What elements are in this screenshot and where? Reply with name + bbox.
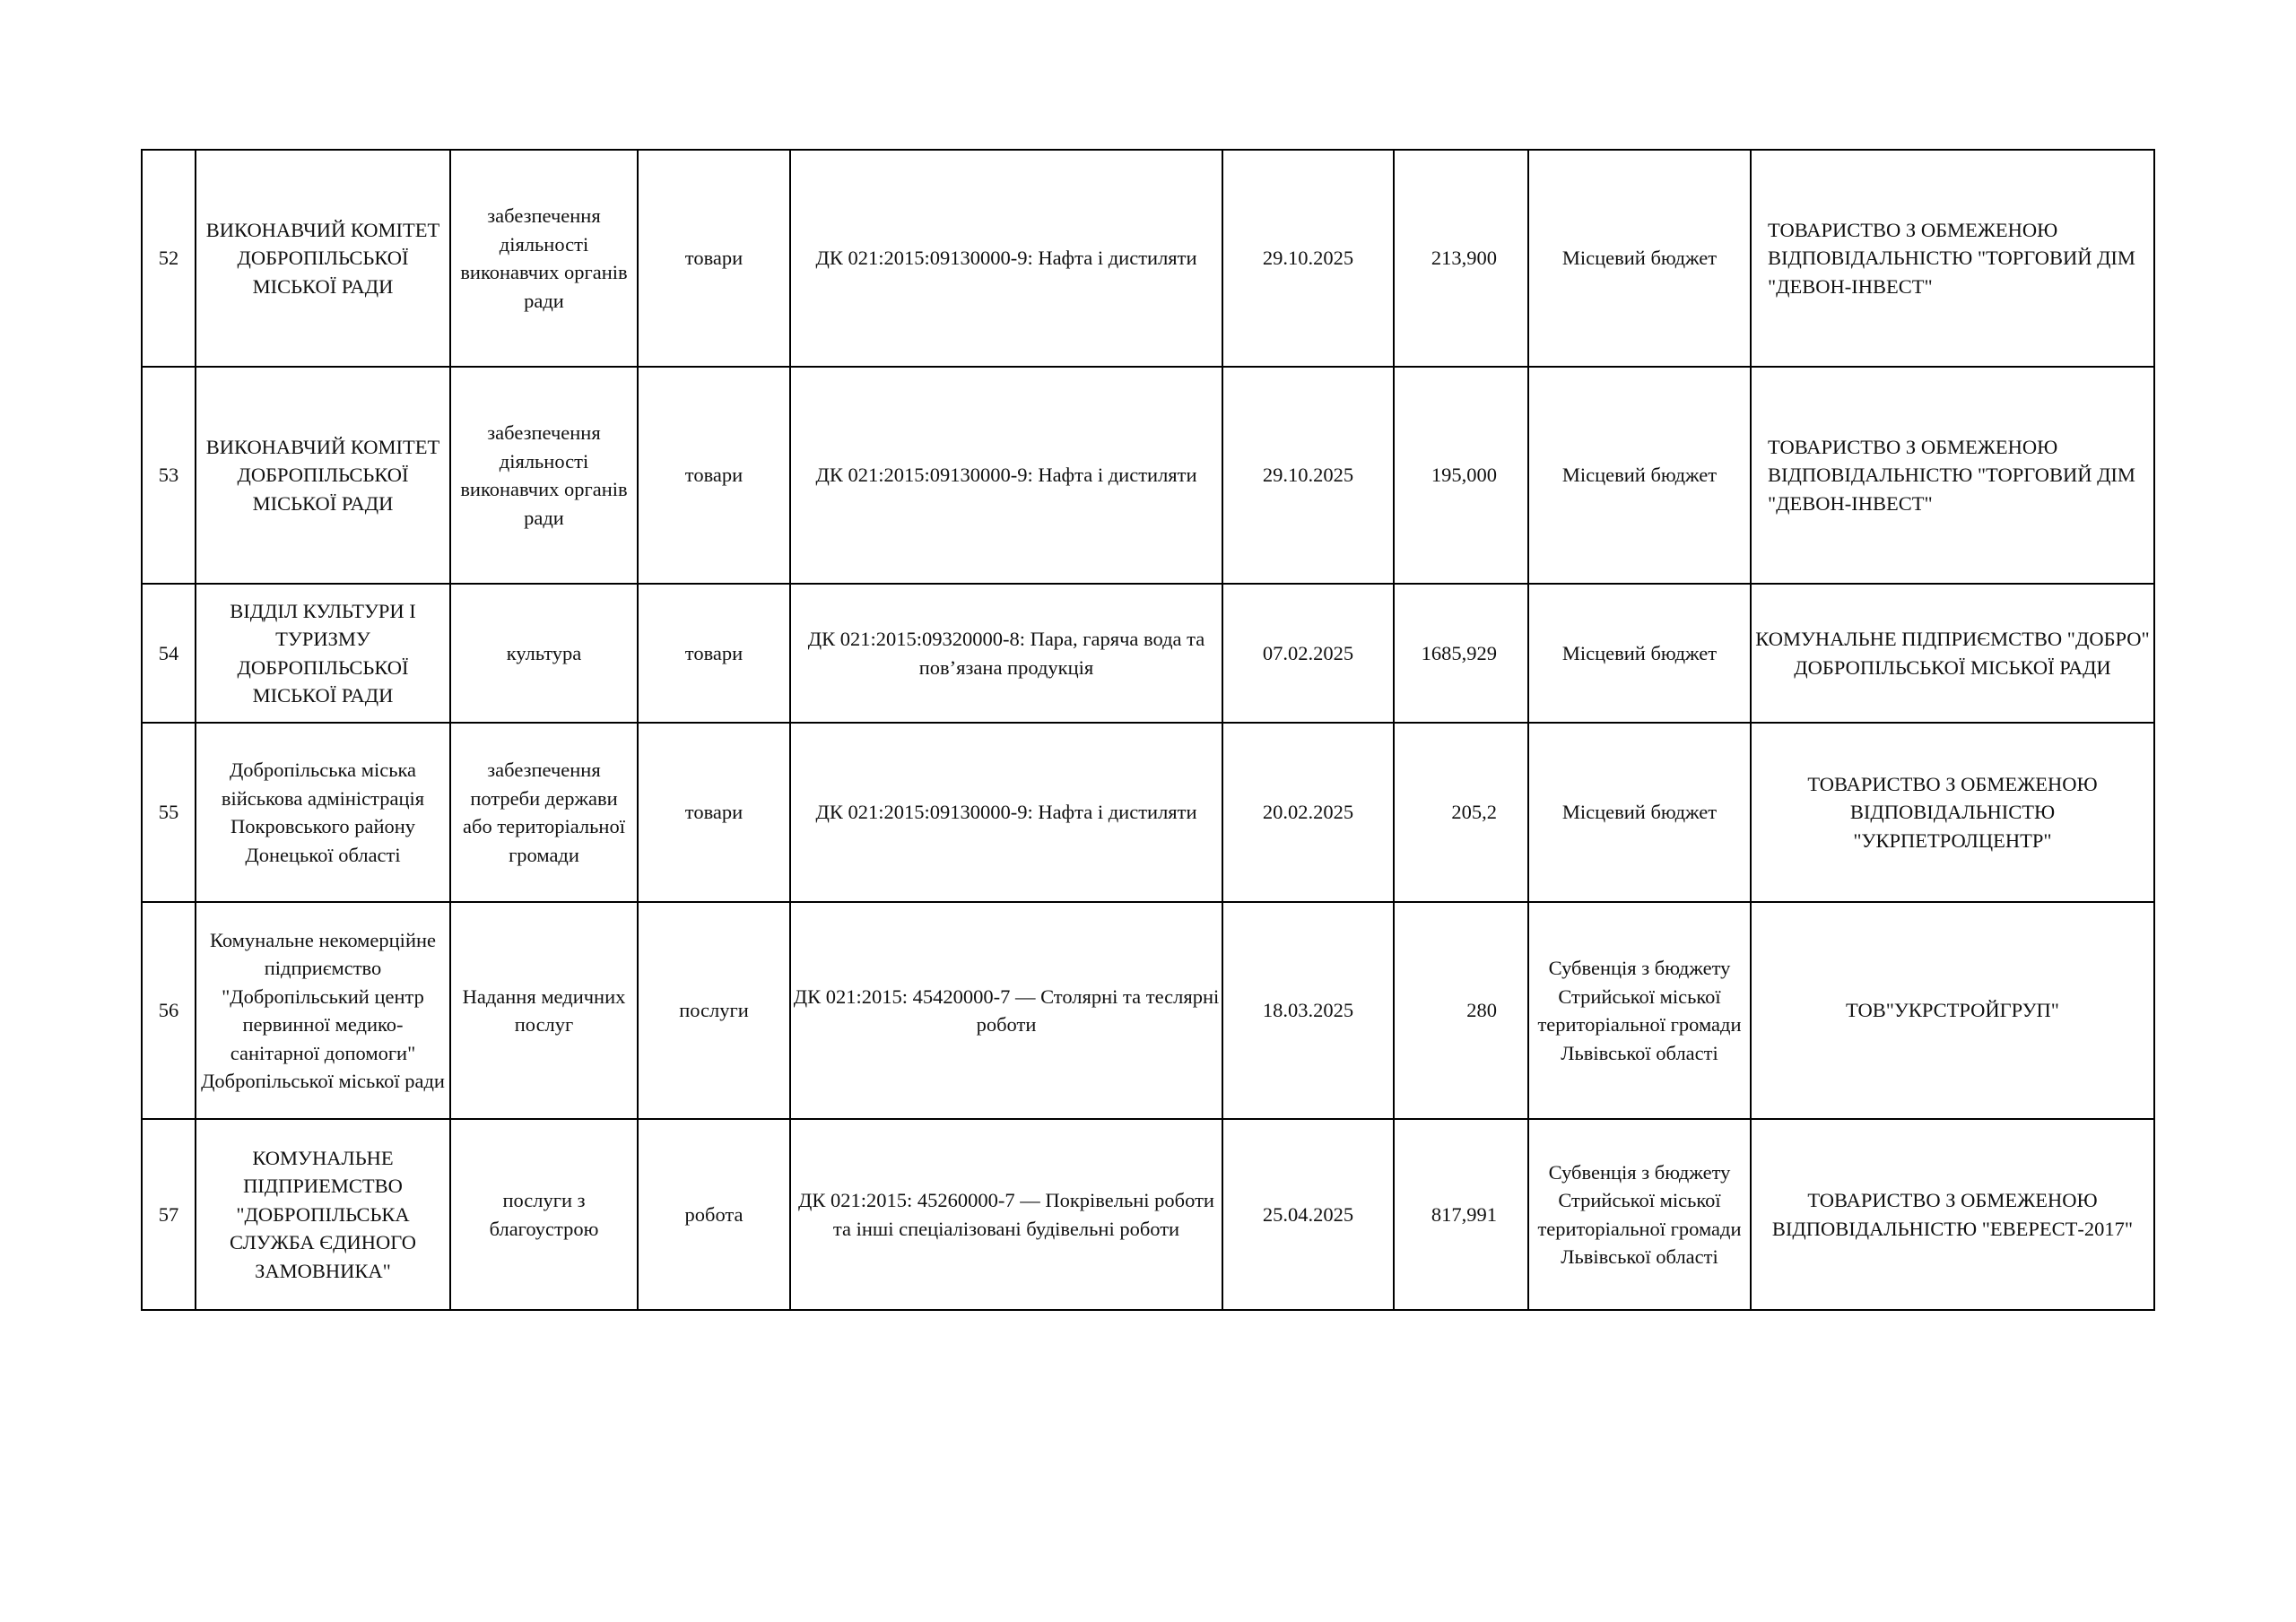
row-number: 56	[142, 902, 196, 1119]
procurement-type: товари	[638, 723, 790, 902]
table-row	[142, 902, 2154, 1119]
procurement-purpose: забезпечення діяльності виконавчих органів ради	[450, 150, 638, 367]
row-number: 52	[142, 150, 196, 367]
procurement-purpose: культура	[450, 584, 638, 723]
supplier-name: ТОВАРИСТВО З ОБМЕЖЕНОЮ ВІДПОВІДАЛЬНІСТЮ "ТОРГОВИЙ ДІМ "ДЕВОН-ІНВЕСТ"	[1751, 150, 2154, 367]
table-row	[142, 584, 2154, 723]
table-row	[142, 1119, 2154, 1310]
contract-date: 18.03.2025	[1222, 902, 1394, 1119]
procurement-purpose: Надання медичних послуг	[450, 902, 638, 1119]
cpv-code: ДК 021:2015:09130000-9: Нафта і дистиляти	[790, 723, 1222, 902]
supplier-name: ТОВАРИСТВО З ОБМЕЖЕНОЮ ВІДПОВІДАЛЬНІСТЮ "ЕВЕРЕСТ-2017"	[1751, 1119, 2154, 1310]
supplier-name: ТОВ"УКРСТРОЙГРУП"	[1751, 902, 2154, 1119]
funding-source: Місцевий бюджет	[1528, 723, 1751, 902]
contract-date: 25.04.2025	[1222, 1119, 1394, 1310]
funding-source: Місцевий бюджет	[1528, 584, 1751, 723]
contract-date: 29.10.2025	[1222, 150, 1394, 367]
funding-source: Субвенція з бюджету Стрийської міської територіальної громади Львівської області	[1528, 902, 1751, 1119]
row-number: 53	[142, 367, 196, 584]
table-row	[142, 150, 2154, 367]
customer-name-text: Комунальне некомерційне підприємство "Добропільський центр первинної медико-санітарної допомоги" Добропільської міської ради	[201, 928, 445, 1092]
contract-amount: 205,2	[1394, 723, 1528, 902]
customer-name: ВІДДІЛ КУЛЬТУРИ І ТУРИЗМУ ДОБРОПІЛЬСЬКОЇ МІСЬКОЇ РАДИ	[196, 584, 450, 723]
procurement-type: товари	[638, 150, 790, 367]
row-number: 55	[142, 723, 196, 902]
procurement-type: послуги	[638, 902, 790, 1119]
supplier-name: ТОВАРИСТВО З ОБМЕЖЕНОЮ ВІДПОВІДАЛЬНІСТЮ "УКРПЕТРОЛЦЕНТР"	[1751, 723, 2154, 902]
procurement-purpose: послуги з благоустрою	[450, 1119, 638, 1310]
contract-amount: 195,000	[1394, 367, 1528, 584]
row-number: 57	[142, 1119, 196, 1310]
cpv-code: ДК 021:2015: 45260000-7 — Покрівельні роботи та інші спеціалізовані будівельні роботи	[790, 1119, 1222, 1310]
procurement-purpose: забезпечення діяльності виконавчих органів ради	[450, 367, 638, 584]
contract-amount: 280	[1394, 902, 1528, 1119]
document-page	[141, 149, 2155, 1311]
customer-name: Добропільська міська військова адміністрація Покровського району Донецької області	[196, 723, 450, 902]
contract-amount: 213,900	[1394, 150, 1528, 367]
cpv-code: ДК 021:2015: 45420000-7 — Столярні та теслярні роботи	[790, 902, 1222, 1119]
row-number: 54	[142, 584, 196, 723]
procurement-table	[141, 149, 2155, 1311]
procurement-type: товари	[638, 367, 790, 584]
contract-date: 20.02.2025	[1222, 723, 1394, 902]
customer-name: КОМУНАЛЬНЕ ПІДПРИЕМСТВО "ДОБРОПІЛЬСЬКА СЛУЖБА ЄДИНОГО ЗАМОВНИКА"	[196, 1119, 450, 1310]
procurement-type: робота	[638, 1119, 790, 1310]
table-row	[142, 367, 2154, 584]
contract-amount: 1685,929	[1394, 584, 1528, 723]
cpv-code: ДК 021:2015:09320000-8: Пара, гаряча вода та пов’язана продукція	[790, 584, 1222, 723]
table-row	[142, 723, 2154, 902]
supplier-name: КОМУНАЛЬНЕ ПІДПРИЄМСТВО "ДОБРО" ДОБРОПІЛЬСЬКОЇ МІСЬКОЇ РАДИ	[1751, 584, 2154, 723]
customer-name	[196, 902, 450, 1119]
contract-date: 07.02.2025	[1222, 584, 1394, 723]
funding-source: Місцевий бюджет	[1528, 150, 1751, 367]
procurement-type: товари	[638, 584, 790, 723]
contract-amount: 817,991	[1394, 1119, 1528, 1310]
customer-name: ВИКОНАВЧИЙ КОМІТЕТ ДОБРОПІЛЬСЬКОЇ МІСЬКОЇ РАДИ	[196, 367, 450, 584]
contract-date: 29.10.2025	[1222, 367, 1394, 584]
funding-source: Субвенція з бюджету Стрийської міської територіальної громади Львівської області	[1528, 1119, 1751, 1310]
supplier-name: ТОВАРИСТВО З ОБМЕЖЕНОЮ ВІДПОВІДАЛЬНІСТЮ "ТОРГОВИЙ ДІМ "ДЕВОН-ІНВЕСТ"	[1751, 367, 2154, 584]
procurement-purpose: забезпечення потреби держави або територіальної громади	[450, 723, 638, 902]
customer-name: ВИКОНАВЧИЙ КОМІТЕТ ДОБРОПІЛЬСЬКОЇ МІСЬКОЇ РАДИ	[196, 150, 450, 367]
cpv-code: ДК 021:2015:09130000-9: Нафта і дистиляти	[790, 367, 1222, 584]
funding-source: Місцевий бюджет	[1528, 367, 1751, 584]
cpv-code: ДК 021:2015:09130000-9: Нафта і дистиляти	[790, 150, 1222, 367]
